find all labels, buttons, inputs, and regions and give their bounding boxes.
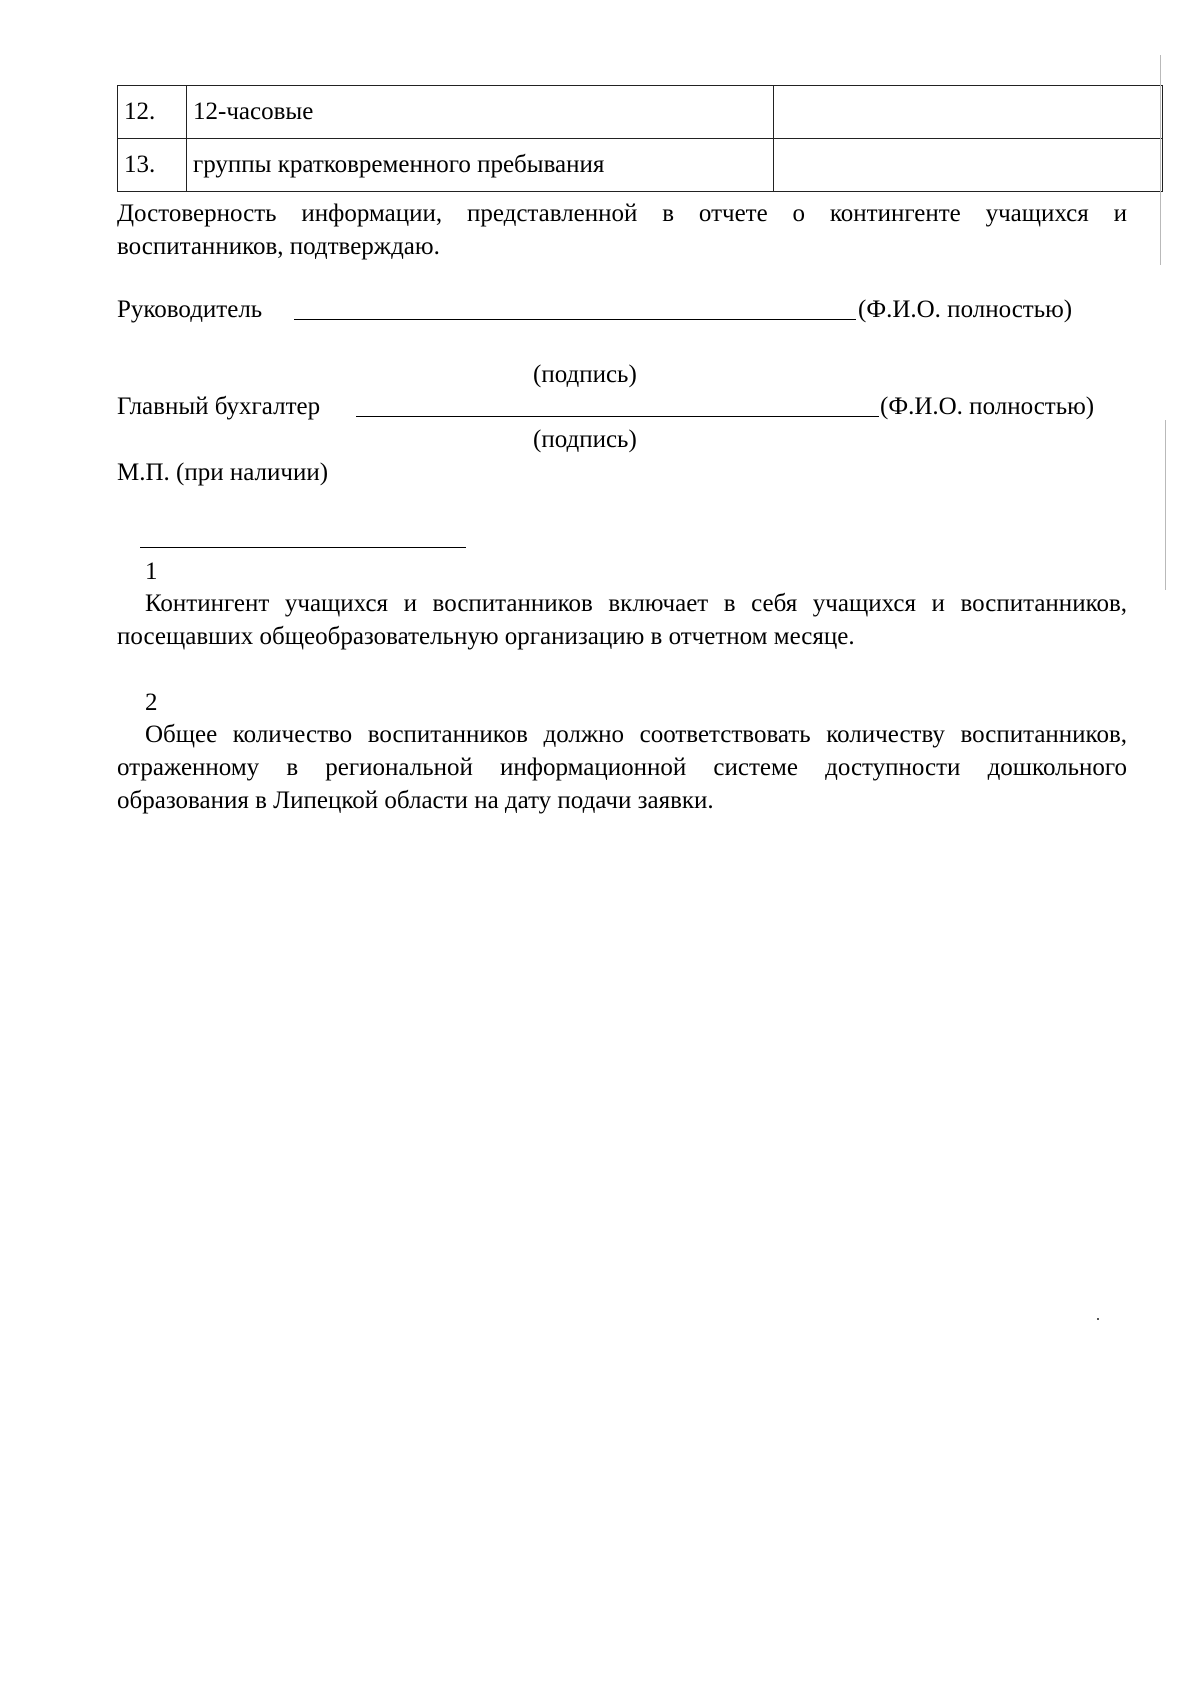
head-signature-line <box>294 319 856 320</box>
row-value <box>774 139 1163 192</box>
certification-statement: Достоверность информации, представленной в отчете о контингенте учащихся и воспитанников, подтверждаю. <box>117 200 1127 260</box>
head-label: Руководитель <box>117 296 263 323</box>
table-row <box>118 86 1163 139</box>
row-label: группы кратковременного пребывания <box>187 139 774 192</box>
footnote-text: Контингент учащихся и воспитанников включает в себя учащихся и воспитанников, посещавших общеобразовательную организацию в отчетном месяце. <box>117 590 1127 650</box>
scan-artifact <box>1160 55 1161 265</box>
head-sign-hint: (подпись) <box>533 361 637 388</box>
row-value <box>774 86 1163 139</box>
row-number: 12. <box>118 86 187 139</box>
footnote-separator <box>140 547 466 548</box>
scan-artifact <box>1165 420 1166 590</box>
row-number: 13. <box>118 139 187 192</box>
footnote-mark: 2 <box>145 689 158 716</box>
accountant-label: Главный бухгалтер <box>117 393 321 420</box>
accountant-sign-hint: (подпись) <box>533 426 637 453</box>
accountant-name-hint: (Ф.И.О. полностью) <box>880 393 1095 420</box>
accountant-signature-line <box>356 416 879 417</box>
head-name-hint: (Ф.И.О. полностью) <box>858 296 1073 323</box>
row-label: 12-часовые <box>187 86 774 139</box>
footnote-mark: 1 <box>145 558 158 585</box>
contingent-table <box>117 85 1163 192</box>
footnote-text: Общее количество воспитанников должно соответствовать количеству воспитанников, отраженному в региональной информационной системе доступности дошкольного образования в Липецкой области на дату подачи заявки. <box>117 721 1127 814</box>
table-row <box>118 139 1163 192</box>
stamp-note: М.П. (при наличии) <box>117 459 329 486</box>
scan-artifact <box>1097 1318 1099 1320</box>
